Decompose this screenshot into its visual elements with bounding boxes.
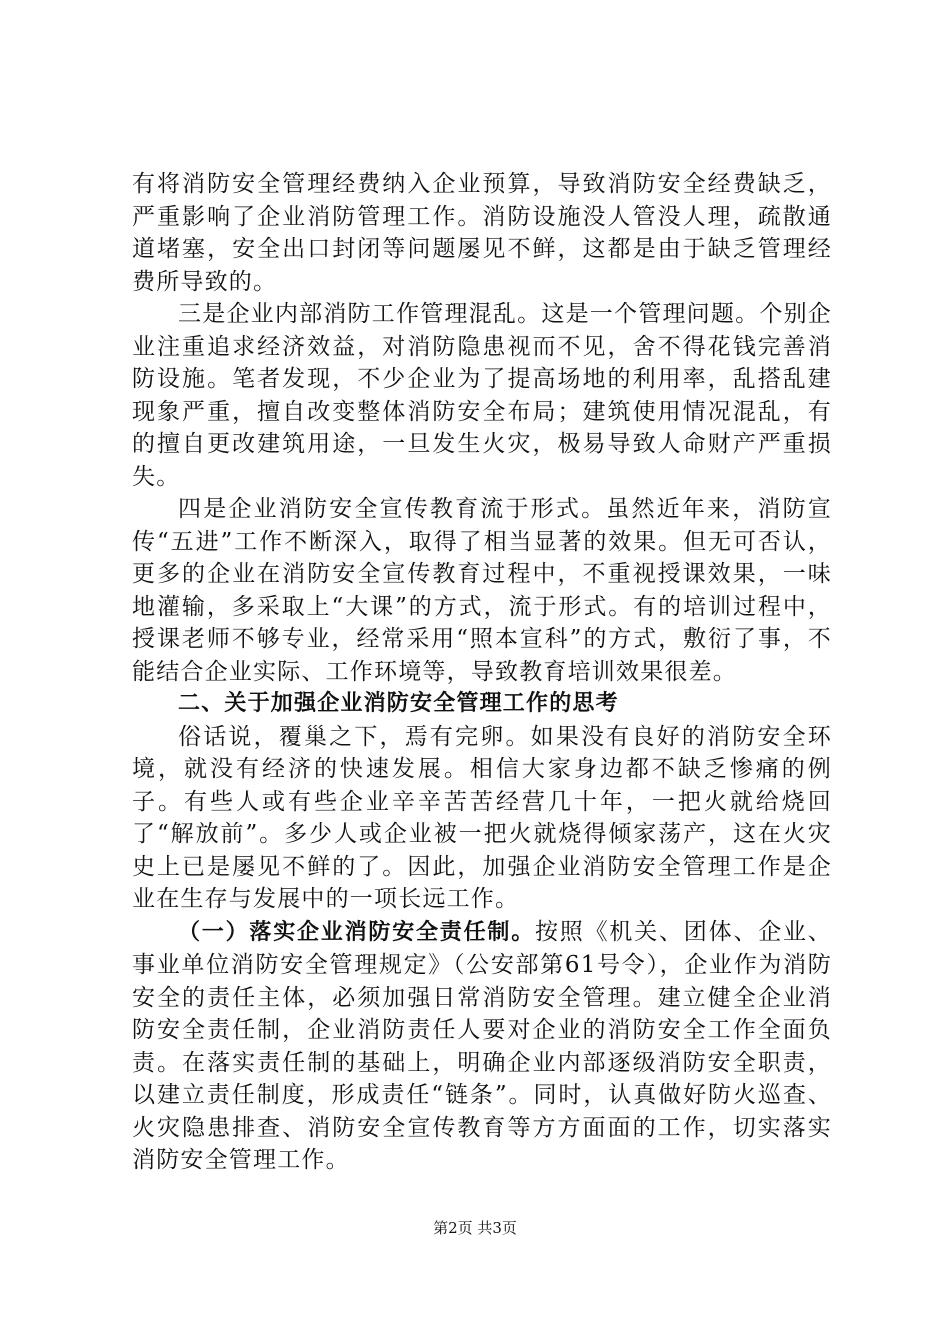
paragraph-internal-management: 三是企业内部消防工作管理混乱。这是一个管理问题。个别企业注重追求经济效益，对消防隐患视而不见，舍不得花钱完善消防设施。笔者发现，不少企业为了提高场地的利用率，乱搭乱建现象严重，擅自改变整体消防安全布局；建筑使用情况混乱，有的擅自更改建筑用途，一旦发生火灾，极易导致人命财产严重损失。 (132, 301, 832, 490)
section-heading: 二、关于加强企业消防安全管理工作的思考 (178, 691, 619, 716)
subsection-text: 按照《机关、团体、企业、事业单位消防安全管理规定》（公安部第61号令），企业作为消防安全的责任主体，必须加强日常消防安全管理。建立健全企业消防安全责任制，企业消防责任人要对企业的消防安全工作全面负责。在落实责任制的基础上，明确企业内部逐级消防安全职责，以建立责任制度，形成责任“链条”。同时，认真做好防火巡查、火灾隐患排查、消防安全宣传教育等方方面面的工作，切实落实消防安全管理工作。 (132, 918, 832, 1173)
subsection-lead: （一）落实企业消防安全责任制。 (178, 919, 535, 945)
document-body (132, 168, 832, 1177)
paragraph-education-formality: 四是企业消防安全宣传教育流于形式。虽然近年来，消防宣传“五进”工作不断深入，取得了相当显著的效果。但无可否认，更多的企业在消防安全宣传教育过程中，不重视授课效果，一味地灌输，多采取上“大课”的方式，流于形式。有的培训过程中，授课老师不够专业，经常采用“照本宣科”的方式，敷衍了事，不能结合企业实际、工作环境等，导致教育培训效果很差。 (132, 496, 832, 685)
page-footer: 第2页 共3页 (433, 1219, 517, 1237)
paragraph-responsibility-system (132, 916, 832, 1177)
paragraph-budget-shortage: 有将消防安全管理经费纳入企业预算，导致消防安全经费缺乏，严重影响了企业消防管理工作。消防设施没人管没人理，疏散通道堵塞，安全出口封闭等问题屡见不鲜，这都是由于缺乏管理经费所导致的。 (132, 171, 832, 295)
paragraph-proverb: 俗话说，覆巢之下，焉有完卵。如果没有良好的消防安全环境，就没有经济的快速发展。相信大家身边都不缺乏惨痛的例子。有些人或有些企业辛辛苦苦经营几十年，一把火就给烧回了“解放前”。多少人或企业被一把火就烧得倾家荡产，这在火灾史上已是屡见不鲜的了。因此，加强企业消防安全管理工作是企业在生存与发展中的一项长远工作。 (132, 723, 832, 912)
